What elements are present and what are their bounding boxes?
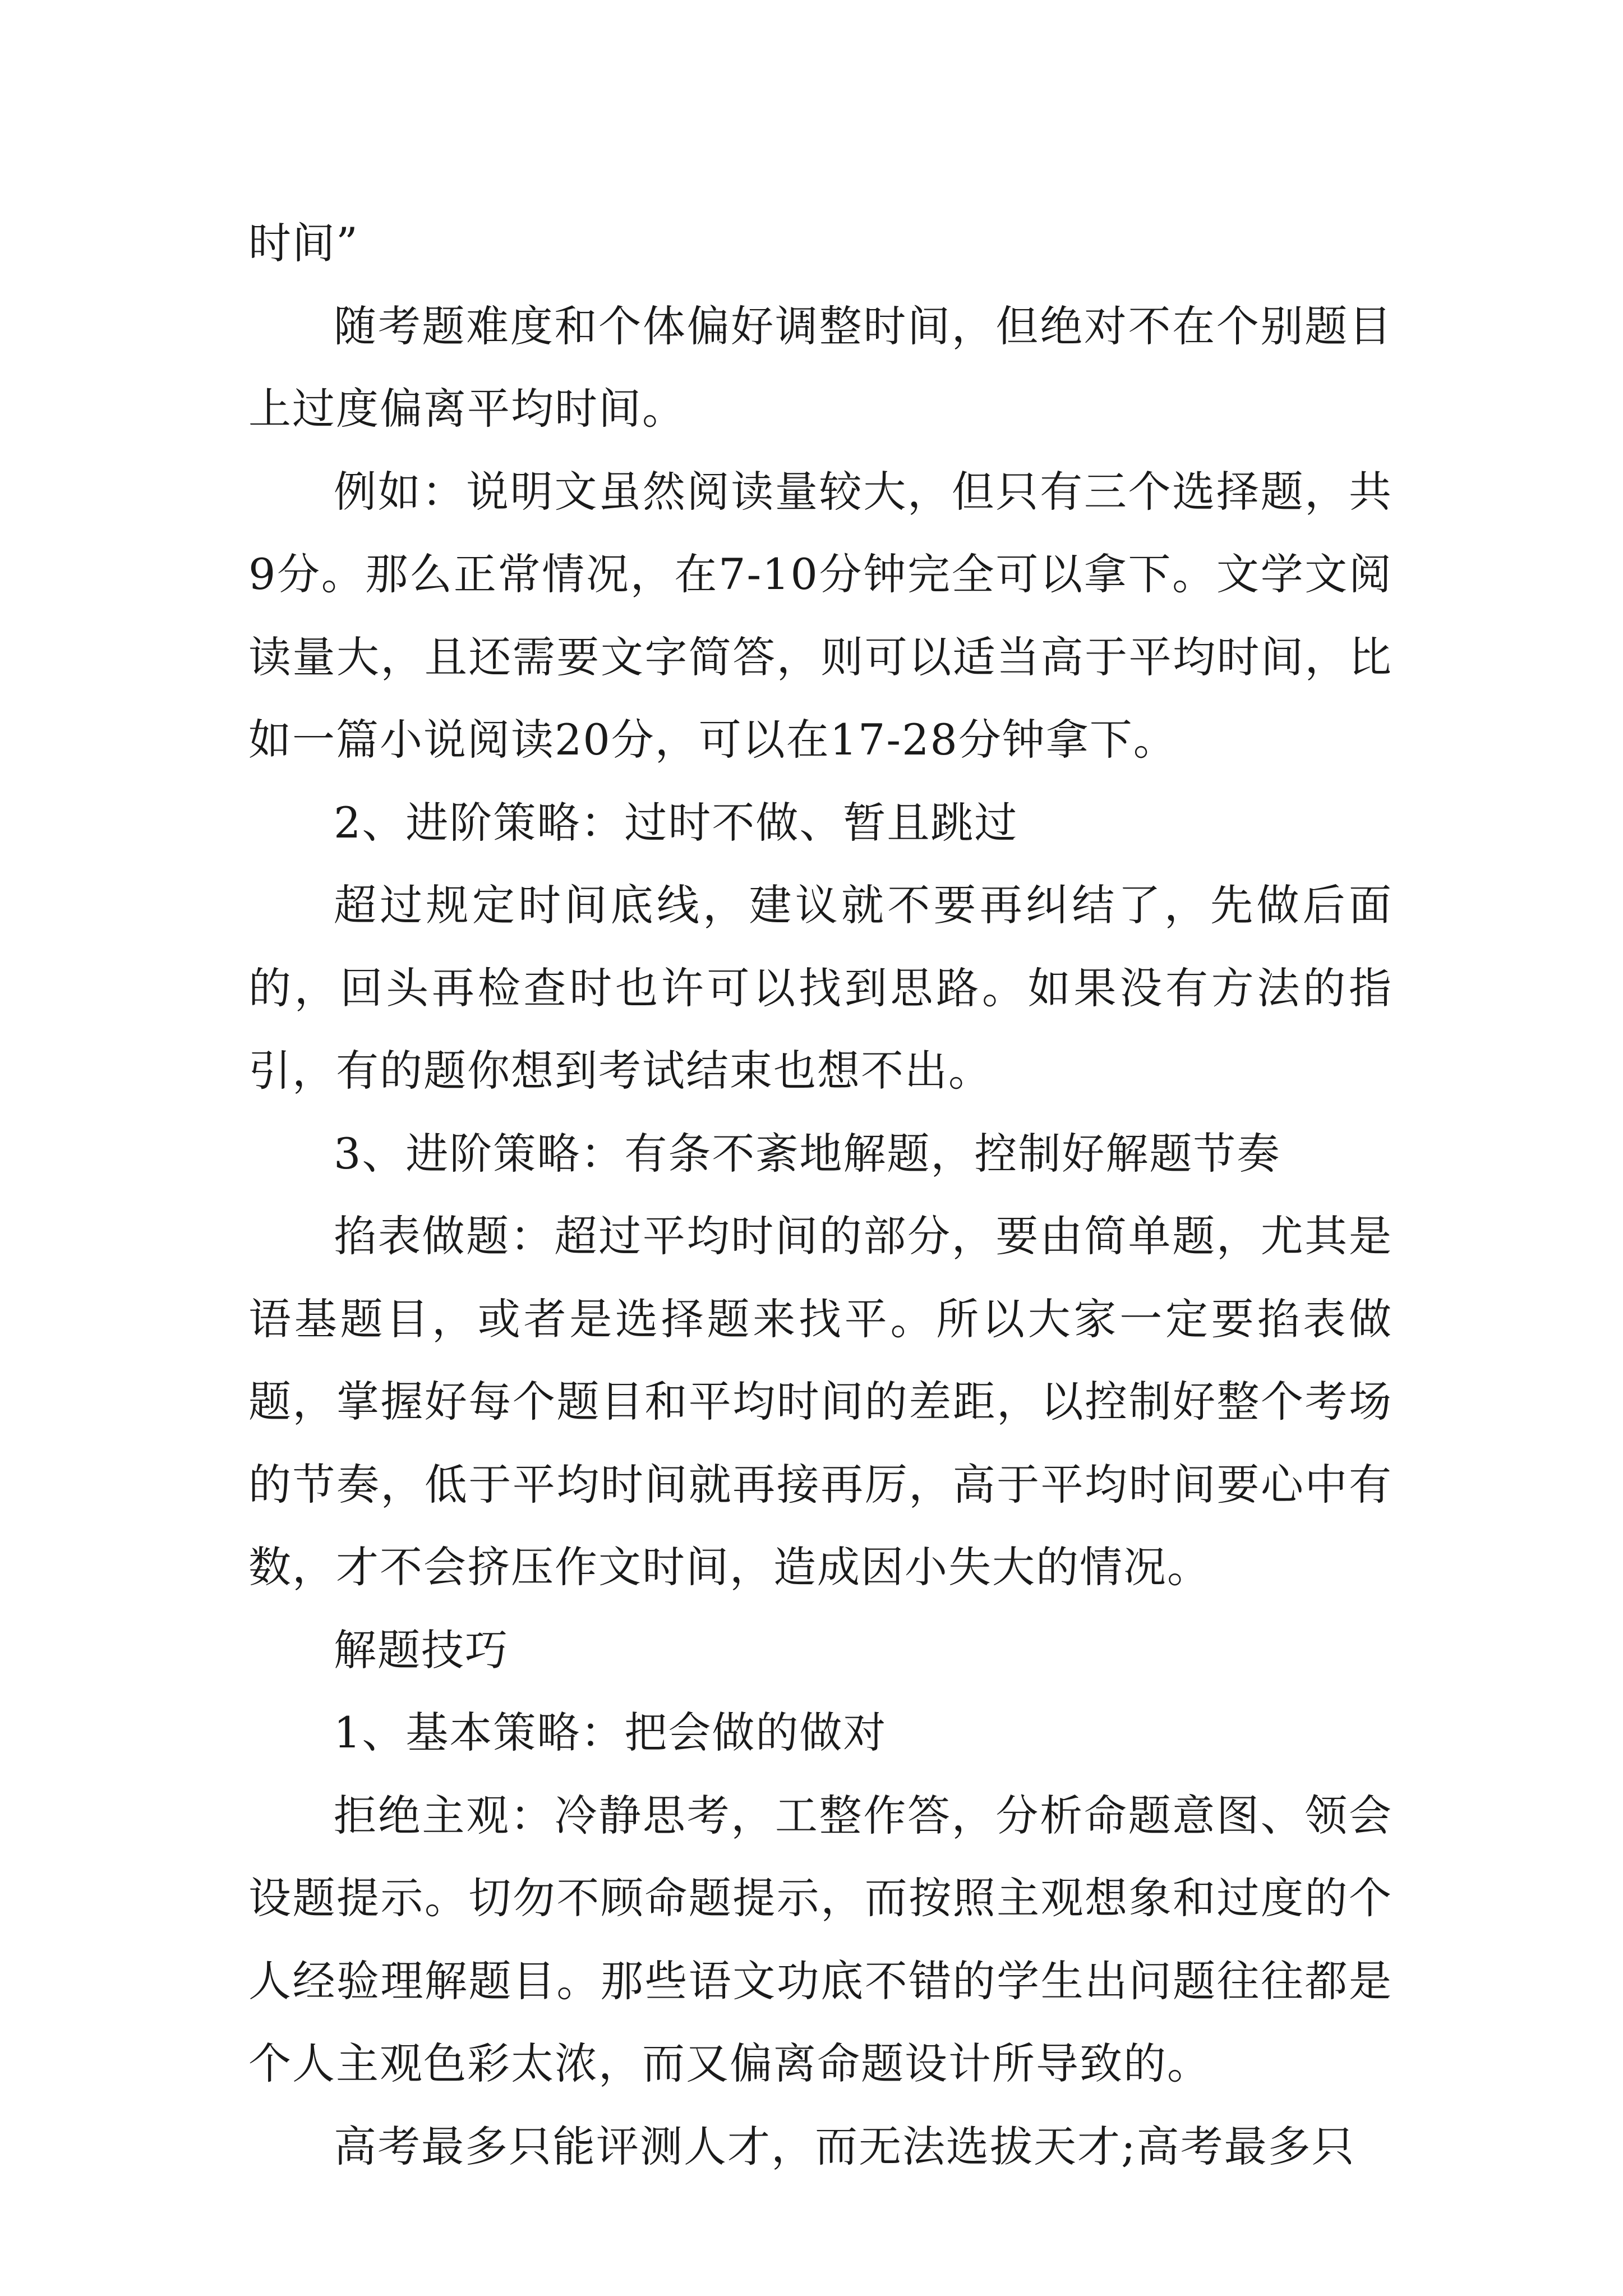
section-heading: 解题技巧: [334, 1625, 509, 1675]
paragraph: 随考题难度和个体偏好调整时间，但绝对不在个别题目上过度偏离平均时间。: [248, 301, 1393, 434]
section-heading: 2、进阶策略：过时不做、暂且跳过: [334, 797, 1018, 848]
section-heading: 1、基本策略：把会做的做对: [334, 1708, 887, 1757]
section-heading: 3、进阶策略：有条不紊地解题，控制好解题节奏: [334, 1128, 1281, 1179]
paragraph: 掐表做题：超过平均时间的部分，要由简单题，尤其是语基题目，或者是选择题来找平。所以大家一定要掐表做题，掌握好每个题目和平均时间的差距，以控制好整个考场的节奏，低于平均时间就再接再厉，高于平均时间要心中有数，才不会挤压作文时间，造成因小失大的情况。: [248, 1211, 1393, 1592]
paragraph: 拒绝主观：冷静思考，工整作答，分析命题意图、领会设题提示。切勿不顾命题提示，而按照主观想象和过度的个人经验理解题目。那些语文功底不错的学生出问题往往都是个人主观色彩太浓，而又偏离命题设计所导致的。: [248, 1790, 1393, 2088]
paragraph-continuation: 时间”: [248, 218, 359, 268]
paragraph: 例如：说明文虽然阅读量较大，但只有三个选择题，共9分。那么正常情况，在7-10分钟完全可以拿下。文学文阅读量大，且还需要文字简答，则可以适当高于平均时间，比如一篇小说阅读20分，可以在17-28分钟拿下。: [248, 466, 1393, 765]
paragraph: 高考最多只能评测人才，而无法选拔天才;高考最多只: [334, 2121, 1355, 2171]
body-text: [248, 202, 1393, 2188]
paragraph: 超过规定时间底线，建议就不要再纠结了，先做后面的，回头再检查时也许可以找到思路。如果没有方法的指引，有的题你想到考试结束也想不出。: [248, 880, 1393, 1096]
